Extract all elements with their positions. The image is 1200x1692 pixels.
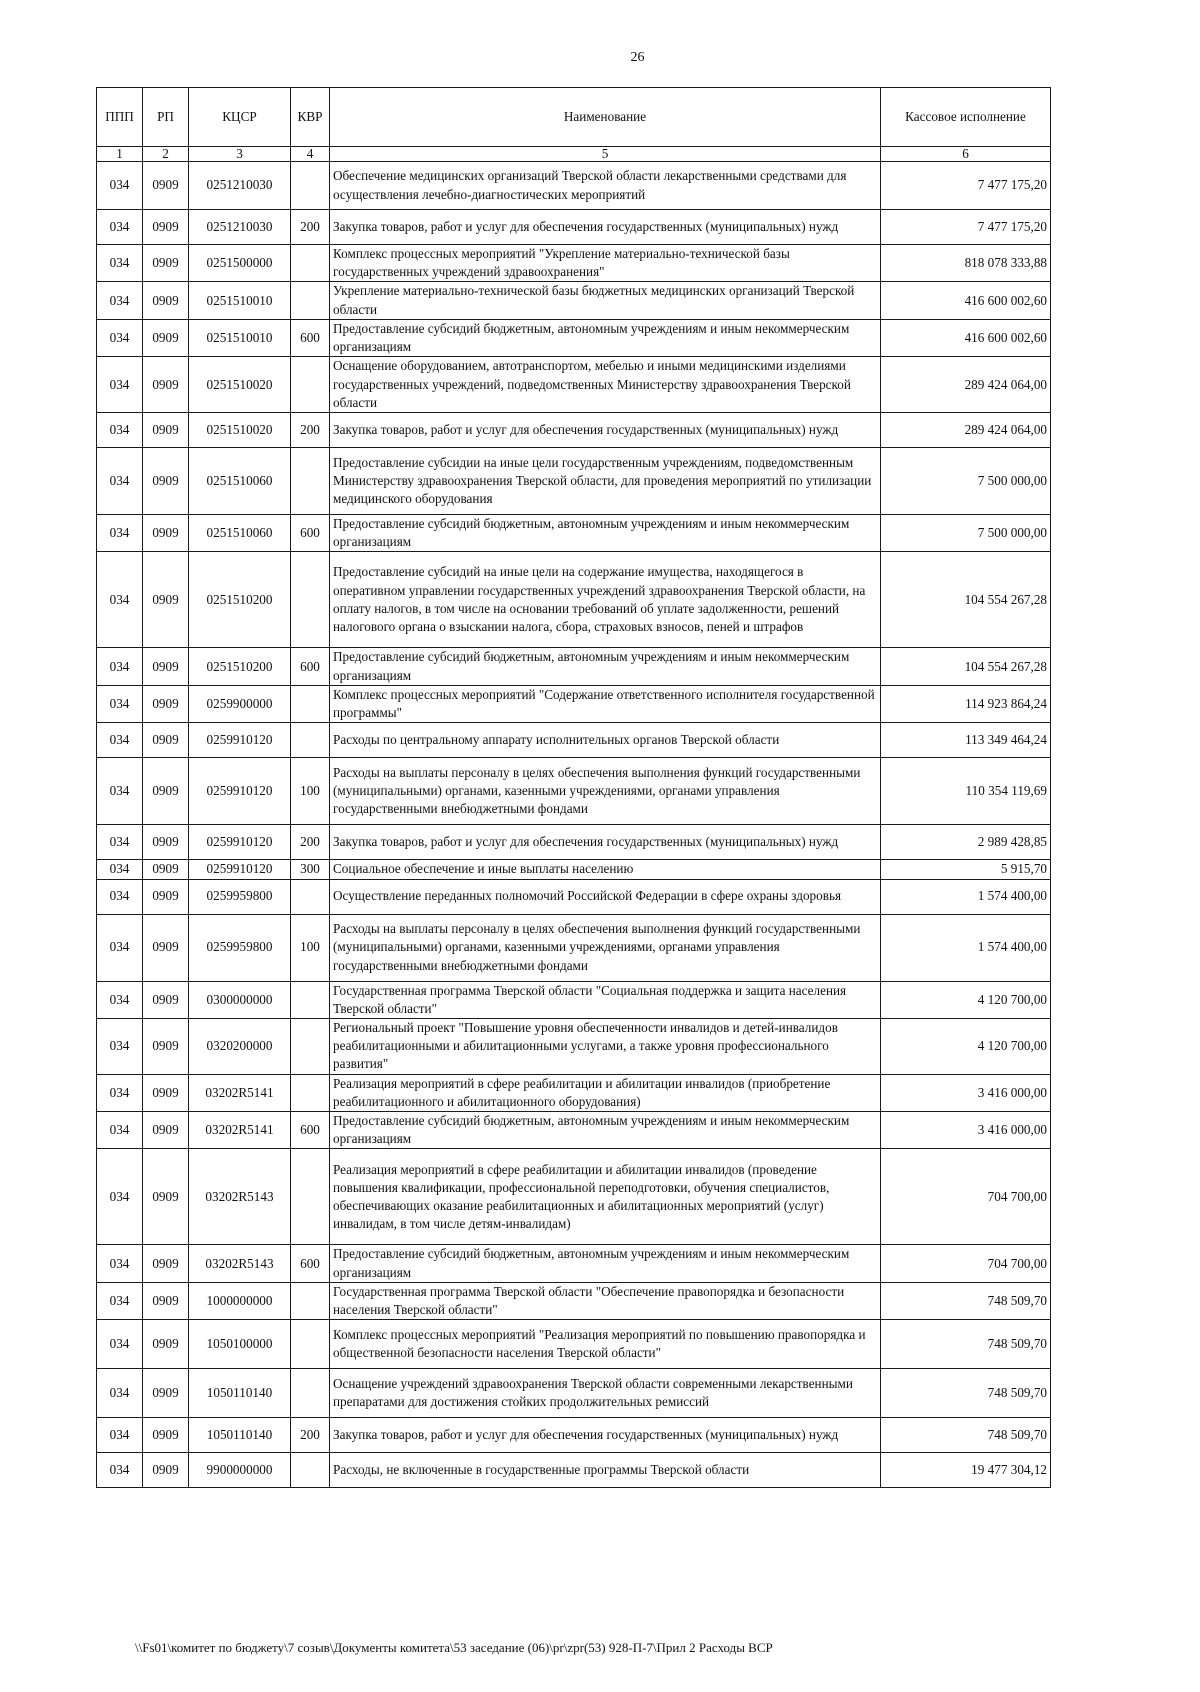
cell-kvr	[291, 981, 330, 1018]
cell-name: Укрепление материально-технической базы бюджетных медицинских организаций Тверской области	[330, 282, 881, 319]
cell-rp: 0909	[143, 1369, 189, 1418]
cell-rp: 0909	[143, 879, 189, 914]
cell-kvr	[291, 552, 330, 648]
cell-kvr	[291, 357, 330, 413]
cell-ppp: 034	[97, 1149, 143, 1245]
cell-name: Закупка товаров, работ и услуг для обеспечения государственных (муниципальных) нужд	[330, 210, 881, 245]
cell-ppp: 034	[97, 1245, 143, 1282]
cell-kcsr: 0251510060	[189, 447, 291, 514]
cell-amount: 416 600 002,60	[881, 319, 1051, 356]
cell-kvr	[291, 685, 330, 722]
cell-kcsr: 0251510060	[189, 514, 291, 551]
table-row	[97, 210, 1051, 245]
cell-amount: 704 700,00	[881, 1149, 1051, 1245]
cell-name: Комплекс процессных мероприятий "Содержание ответственного исполнителя государственной программы"	[330, 685, 881, 722]
table-row	[97, 1418, 1051, 1453]
cell-kcsr: 0300000000	[189, 981, 291, 1018]
cell-ppp: 034	[97, 685, 143, 722]
cell-amount: 1 574 400,00	[881, 914, 1051, 981]
cell-amount: 289 424 064,00	[881, 357, 1051, 413]
cell-rp: 0909	[143, 685, 189, 722]
cell-name: Оснащение оборудованием, автотранспортом, мебелью и иными медицинскими изделиями государственных учреждений, подведомственных Министерству здравоохранения Тверской области	[330, 357, 881, 413]
cell-rp: 0909	[143, 514, 189, 551]
cell-rp: 0909	[143, 758, 189, 825]
cell-kvr	[291, 1320, 330, 1369]
cell-rp: 0909	[143, 1418, 189, 1453]
cell-kcsr: 0259900000	[189, 685, 291, 722]
cell-kcsr: 0251510200	[189, 552, 291, 648]
cell-amount: 748 509,70	[881, 1369, 1051, 1418]
header-name: Наименование	[330, 88, 881, 147]
cell-name: Закупка товаров, работ и услуг для обеспечения государственных (муниципальных) нужд	[330, 825, 881, 860]
cell-name: Обеспечение медицинских организаций Тверской области лекарственными средствами для осуществления лечебно-диагностических мероприятий	[330, 162, 881, 210]
cell-kcsr: 0251510010	[189, 282, 291, 319]
cell-rp: 0909	[143, 210, 189, 245]
cell-ppp: 034	[97, 282, 143, 319]
cell-name: Закупка товаров, работ и услуг для обеспечения государственных (муниципальных) нужд	[330, 1418, 881, 1453]
cell-name: Расходы на выплаты персоналу в целях обеспечения выполнения функций государственными (муниципальными) органами, казенными учреждениями, органами управления государственными внебюджетными фондами	[330, 758, 881, 825]
cell-kcsr: 0320200000	[189, 1018, 291, 1074]
cell-kcsr: 1050110140	[189, 1418, 291, 1453]
cell-ppp: 034	[97, 723, 143, 758]
cell-rp: 0909	[143, 723, 189, 758]
cell-kvr: 200	[291, 412, 330, 447]
cell-ppp: 034	[97, 1112, 143, 1149]
cell-rp: 0909	[143, 1074, 189, 1111]
table-row	[97, 1320, 1051, 1369]
cell-kcsr: 1000000000	[189, 1282, 291, 1319]
cell-amount: 748 509,70	[881, 1418, 1051, 1453]
cell-rp: 0909	[143, 357, 189, 413]
cell-name: Предоставление субсидий бюджетным, автономным учреждениям и иным некоммерческим организациям	[330, 648, 881, 685]
header-amount: Кассовое исполнение	[881, 88, 1051, 147]
cell-kvr	[291, 879, 330, 914]
table-row	[97, 825, 1051, 860]
page-number: 26	[630, 50, 645, 65]
cell-kvr	[291, 1282, 330, 1319]
cell-amount: 4 120 700,00	[881, 981, 1051, 1018]
cell-ppp: 034	[97, 1320, 143, 1369]
cell-ppp: 034	[97, 860, 143, 879]
cell-name: Реализация мероприятий в сфере реабилитации и абилитации инвалидов (проведение повышения квалификации, профессиональной переподготовки, обучения специалистов, обеспечивающих оказание реабилитационных и абилитационных мероприятий (услуг) инвалидам, в том числе детям-инвалидам)	[330, 1149, 881, 1245]
cell-amount: 1 574 400,00	[881, 879, 1051, 914]
cell-kvr	[291, 245, 330, 282]
cell-name: Предоставление субсидий бюджетным, автономным учреждениям и иным некоммерческим организациям	[330, 514, 881, 551]
cell-rp: 0909	[143, 1018, 189, 1074]
table-row	[97, 914, 1051, 981]
table-row	[97, 357, 1051, 413]
cell-kcsr: 0259910120	[189, 825, 291, 860]
cell-ppp: 034	[97, 879, 143, 914]
cell-ppp: 034	[97, 1074, 143, 1111]
cell-kvr: 600	[291, 1112, 330, 1149]
table-row	[97, 1453, 1051, 1488]
cell-kcsr: 0251210030	[189, 210, 291, 245]
header-ppp: ППП	[97, 88, 143, 147]
cell-rp: 0909	[143, 282, 189, 319]
cell-kvr: 200	[291, 210, 330, 245]
table-row	[97, 981, 1051, 1018]
cell-amount: 704 700,00	[881, 1245, 1051, 1282]
cell-kcsr: 0251510020	[189, 412, 291, 447]
cell-ppp: 034	[97, 1369, 143, 1418]
cell-kvr	[291, 282, 330, 319]
cell-amount: 818 078 333,88	[881, 245, 1051, 282]
table-row	[97, 879, 1051, 914]
cell-amount: 7 477 175,20	[881, 162, 1051, 210]
cell-ppp: 034	[97, 1282, 143, 1319]
table-row	[97, 1282, 1051, 1319]
cell-ppp: 034	[97, 1453, 143, 1488]
cell-kvr: 200	[291, 1418, 330, 1453]
cell-kcsr: 0251510010	[189, 319, 291, 356]
table-row	[97, 162, 1051, 210]
cell-amount: 19 477 304,12	[881, 1453, 1051, 1488]
table-row	[97, 758, 1051, 825]
cell-kcsr: 1050110140	[189, 1369, 291, 1418]
cell-kvr	[291, 1149, 330, 1245]
cell-rp: 0909	[143, 1112, 189, 1149]
cell-kcsr: 0259959800	[189, 879, 291, 914]
cell-name: Предоставление субсидий бюджетным, автономным учреждениям и иным некоммерческим организациям	[330, 1245, 881, 1282]
column-number: 2	[143, 147, 189, 162]
cell-name: Закупка товаров, работ и услуг для обеспечения государственных (муниципальных) нужд	[330, 412, 881, 447]
cell-rp: 0909	[143, 1149, 189, 1245]
cell-amount: 3 416 000,00	[881, 1074, 1051, 1111]
cell-ppp: 034	[97, 914, 143, 981]
cell-name: Расходы, не включенные в государственные программы Тверской области	[330, 1453, 881, 1488]
cell-ppp: 034	[97, 162, 143, 210]
footer-file-path: \\Fs01\комитет по бюджету\7 созыв\Документы комитета\53 заседание (06)\pr\zpr(53) 928-П-7\Прил 2 Расходы ВСР	[135, 1640, 773, 1655]
cell-name: Комплекс процессных мероприятий "Реализация мероприятий по повышению правопорядка и общественной безопасности населения Тверской области"	[330, 1320, 881, 1369]
cell-kvr	[291, 1453, 330, 1488]
cell-kcsr: 0259910120	[189, 860, 291, 879]
table-row	[97, 1245, 1051, 1282]
table-row	[97, 552, 1051, 648]
cell-rp: 0909	[143, 981, 189, 1018]
cell-amount: 104 554 267,28	[881, 648, 1051, 685]
table-body	[97, 162, 1051, 1488]
cell-kcsr: 0251510200	[189, 648, 291, 685]
cell-kcsr: 03202R5143	[189, 1149, 291, 1245]
cell-kcsr: 0259959800	[189, 914, 291, 981]
cell-amount: 7 500 000,00	[881, 447, 1051, 514]
cell-rp: 0909	[143, 245, 189, 282]
cell-name: Оснащение учреждений здравоохранения Тверской области современными лекарственными препаратами для достижения стойких продолжительных ремиссий	[330, 1369, 881, 1418]
cell-amount: 3 416 000,00	[881, 1112, 1051, 1149]
cell-name: Предоставление субсидий бюджетным, автономным учреждениям и иным некоммерческим организациям	[330, 319, 881, 356]
table-row	[97, 1018, 1051, 1074]
column-number: 3	[189, 147, 291, 162]
cell-rp: 0909	[143, 1245, 189, 1282]
cell-kcsr: 0251510020	[189, 357, 291, 413]
cell-name: Осуществление переданных полномочий Российской Федерации в сфере охраны здоровья	[330, 879, 881, 914]
cell-name: Социальное обеспечение и иные выплаты населению	[330, 860, 881, 879]
cell-kvr: 100	[291, 758, 330, 825]
cell-amount: 114 923 864,24	[881, 685, 1051, 722]
cell-kvr: 600	[291, 514, 330, 551]
cell-kvr	[291, 1369, 330, 1418]
cell-kcsr: 0259910120	[189, 723, 291, 758]
table-row	[97, 860, 1051, 879]
cell-ppp: 034	[97, 210, 143, 245]
cell-ppp: 034	[97, 447, 143, 514]
column-number: 1	[97, 147, 143, 162]
table-row	[97, 319, 1051, 356]
cell-amount: 289 424 064,00	[881, 412, 1051, 447]
cell-ppp: 034	[97, 825, 143, 860]
cell-kcsr: 9900000000	[189, 1453, 291, 1488]
expenditure-table	[96, 87, 1051, 1488]
cell-kcsr: 1050100000	[189, 1320, 291, 1369]
cell-amount: 2 989 428,85	[881, 825, 1051, 860]
cell-kvr: 300	[291, 860, 330, 879]
cell-ppp: 034	[97, 319, 143, 356]
cell-rp: 0909	[143, 162, 189, 210]
table-row	[97, 282, 1051, 319]
cell-ppp: 034	[97, 514, 143, 551]
cell-kcsr: 03202R5141	[189, 1074, 291, 1111]
cell-kvr: 600	[291, 648, 330, 685]
column-number: 5	[330, 147, 881, 162]
cell-kcsr: 03202R5143	[189, 1245, 291, 1282]
cell-ppp: 034	[97, 552, 143, 648]
cell-kcsr: 03202R5141	[189, 1112, 291, 1149]
cell-name: Государственная программа Тверской области "Обеспечение правопорядка и безопасности населения Тверской области"	[330, 1282, 881, 1319]
cell-rp: 0909	[143, 412, 189, 447]
cell-amount: 104 554 267,28	[881, 552, 1051, 648]
table-row	[97, 723, 1051, 758]
cell-rp: 0909	[143, 1320, 189, 1369]
cell-amount: 4 120 700,00	[881, 1018, 1051, 1074]
table-row	[97, 245, 1051, 282]
cell-rp: 0909	[143, 552, 189, 648]
cell-name: Предоставление субсидий бюджетным, автономным учреждениям и иным некоммерческим организациям	[330, 1112, 881, 1149]
cell-amount: 110 354 119,69	[881, 758, 1051, 825]
cell-name: Предоставление субсидии на иные цели государственным учреждениям, подведомственным Министерству здравоохранения Тверской области, для проведения мероприятий по утилизации медицинского оборудования	[330, 447, 881, 514]
table-row	[97, 648, 1051, 685]
cell-ppp: 034	[97, 412, 143, 447]
cell-amount: 748 509,70	[881, 1282, 1051, 1319]
table-row	[97, 412, 1051, 447]
cell-kvr: 600	[291, 1245, 330, 1282]
cell-ppp: 034	[97, 1018, 143, 1074]
cell-kvr	[291, 1074, 330, 1111]
cell-rp: 0909	[143, 1453, 189, 1488]
cell-kvr	[291, 447, 330, 514]
cell-name: Расходы на выплаты персоналу в целях обеспечения выполнения функций государственными (муниципальными) органами, казенными учреждениями, органами управления государственными внебюджетными фондами	[330, 914, 881, 981]
cell-amount: 416 600 002,60	[881, 282, 1051, 319]
cell-ppp: 034	[97, 648, 143, 685]
cell-kvr: 200	[291, 825, 330, 860]
cell-amount: 5 915,70	[881, 860, 1051, 879]
cell-name: Государственная программа Тверской области "Социальная поддержка и защита населения Тверской области"	[330, 981, 881, 1018]
header-row	[97, 88, 1051, 147]
header-rp: РП	[143, 88, 189, 147]
cell-ppp: 034	[97, 981, 143, 1018]
cell-kcsr: 0251500000	[189, 245, 291, 282]
column-number: 6	[881, 147, 1051, 162]
header-kvr: КВР	[291, 88, 330, 147]
table-row	[97, 1074, 1051, 1111]
table-row	[97, 514, 1051, 551]
header-kcsr: КЦСР	[189, 88, 291, 147]
cell-amount: 113 349 464,24	[881, 723, 1051, 758]
cell-rp: 0909	[143, 319, 189, 356]
cell-rp: 0909	[143, 860, 189, 879]
cell-ppp: 034	[97, 1418, 143, 1453]
cell-name: Реализация мероприятий в сфере реабилитации и абилитации инвалидов (приобретение реабилитационного и абилитационного оборудования)	[330, 1074, 881, 1111]
cell-rp: 0909	[143, 1282, 189, 1319]
cell-name: Региональный проект "Повышение уровня обеспеченности инвалидов и детей-инвалидов реабилитационными и абилитационными услугами, а также уровня профессионального развития"	[330, 1018, 881, 1074]
cell-kvr: 600	[291, 319, 330, 356]
table-row	[97, 1149, 1051, 1245]
cell-name: Комплекс процессных мероприятий "Укрепление материально-технической базы государственных учреждений здравоохранения"	[330, 245, 881, 282]
cell-amount: 748 509,70	[881, 1320, 1051, 1369]
cell-rp: 0909	[143, 648, 189, 685]
table-row	[97, 685, 1051, 722]
cell-kvr	[291, 162, 330, 210]
cell-amount: 7 477 175,20	[881, 210, 1051, 245]
table-row	[97, 1112, 1051, 1149]
cell-name: Расходы по центральному аппарату исполнительных органов Тверской области	[330, 723, 881, 758]
cell-ppp: 034	[97, 357, 143, 413]
cell-rp: 0909	[143, 825, 189, 860]
cell-kcsr: 0259910120	[189, 758, 291, 825]
column-number: 4	[291, 147, 330, 162]
cell-kvr	[291, 1018, 330, 1074]
table-row	[97, 1369, 1051, 1418]
table-row	[97, 447, 1051, 514]
cell-kvr: 100	[291, 914, 330, 981]
cell-rp: 0909	[143, 447, 189, 514]
cell-ppp: 034	[97, 758, 143, 825]
cell-kvr	[291, 723, 330, 758]
cell-name: Предоставление субсидий на иные цели на содержание имущества, находящегося в оперативном управлении государственных учреждений здравоохранения Тверской области, на оплату налогов, в том числе на основании требований об уплате задолженности, решений налогового органа о взыскании налога, сбора, страховых взносов, пеней и штрафов	[330, 552, 881, 648]
cell-rp: 0909	[143, 914, 189, 981]
cell-amount: 7 500 000,00	[881, 514, 1051, 551]
column-number-row	[97, 147, 1051, 162]
cell-kcsr: 0251210030	[189, 162, 291, 210]
cell-ppp: 034	[97, 245, 143, 282]
